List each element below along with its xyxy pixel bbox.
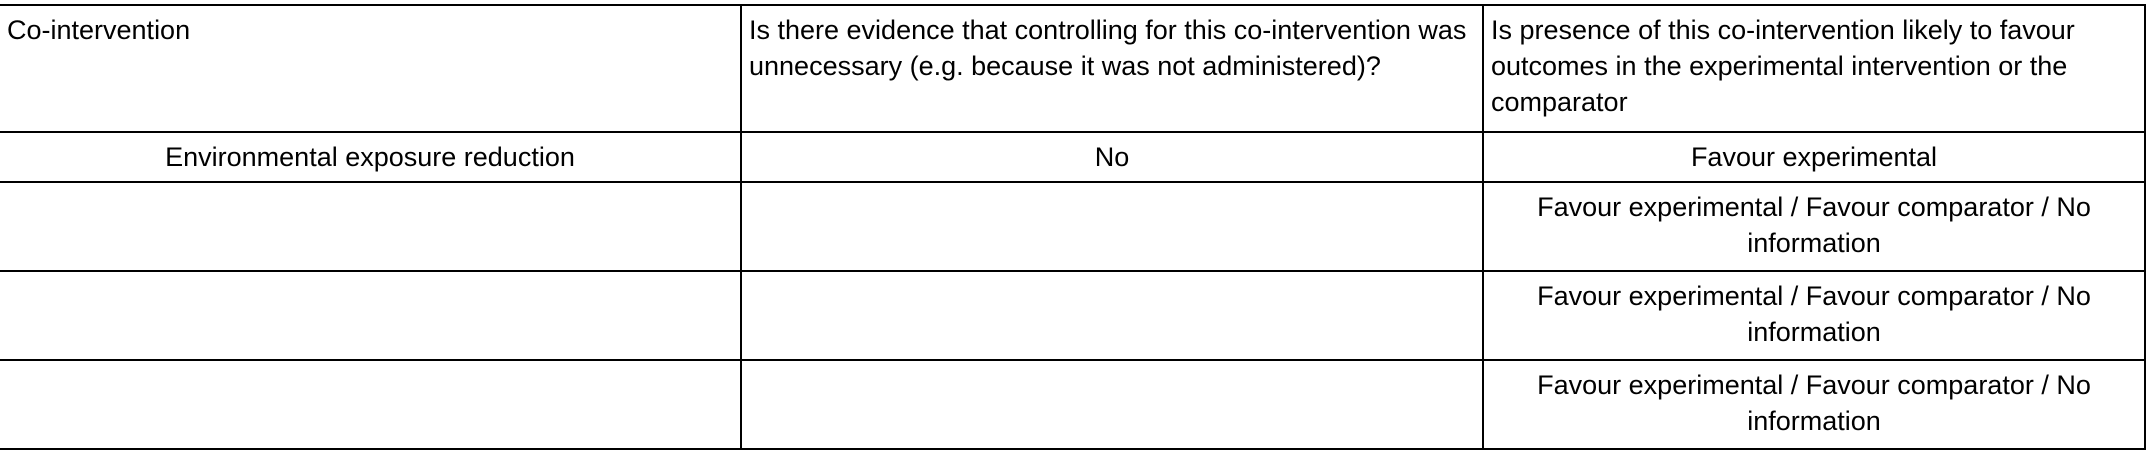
cell-evidence-unnecessary — [741, 271, 1483, 360]
cell-co-intervention — [0, 360, 741, 449]
cell-co-intervention — [0, 271, 741, 360]
cell-favour-outcomes: Favour experimental — [1483, 132, 2145, 182]
cell-co-intervention: Environmental exposure reduction — [0, 132, 741, 182]
header-favour-outcomes: Is presence of this co-intervention likely to favour outcomes in the experimental intervention or the comparator — [1483, 5, 2145, 132]
cell-evidence-unnecessary — [741, 360, 1483, 449]
table-row — [0, 360, 2145, 449]
cell-favour-outcomes: Favour experimental / Favour comparator / No information — [1483, 360, 2145, 449]
cell-favour-outcomes: Favour experimental / Favour comparator / No information — [1483, 182, 2145, 271]
co-intervention-table — [0, 4, 2146, 450]
cell-favour-outcomes: Favour experimental / Favour comparator / No information — [1483, 271, 2145, 360]
header-co-intervention: Co-intervention — [0, 5, 741, 132]
cell-evidence-unnecessary: No — [741, 132, 1483, 182]
header-row — [0, 5, 2145, 132]
cell-evidence-unnecessary — [741, 182, 1483, 271]
table-row — [0, 132, 2145, 182]
header-evidence-unnecessary: Is there evidence that controlling for this co-intervention was unnecessary (e.g. because it was not administered)? — [741, 5, 1483, 132]
table-row — [0, 271, 2145, 360]
table-row — [0, 182, 2145, 271]
cell-co-intervention — [0, 182, 741, 271]
